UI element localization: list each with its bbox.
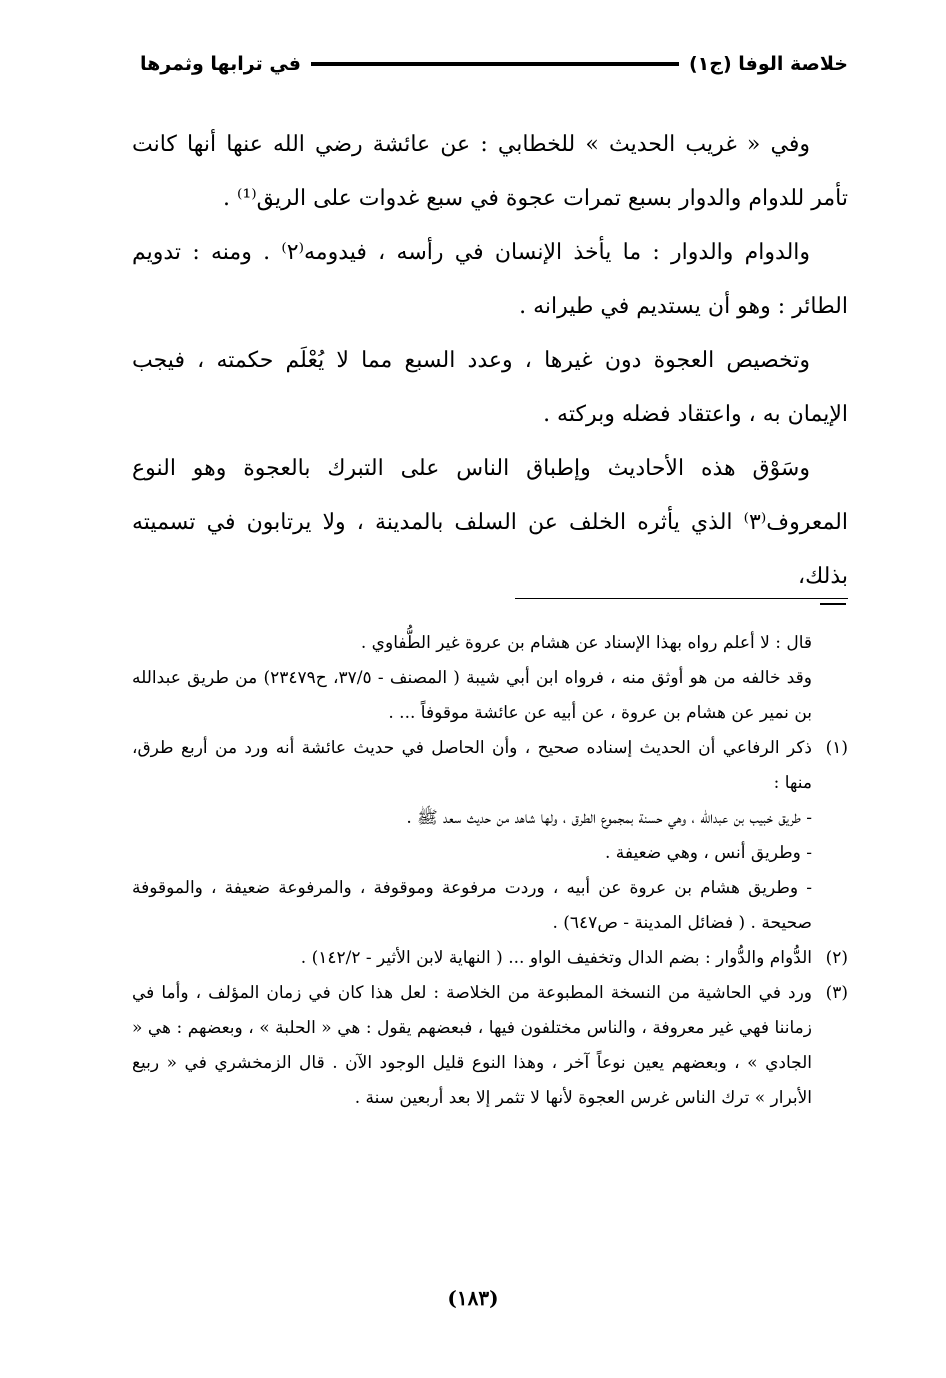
main-text [132, 118, 848, 604]
footnote-3 [132, 976, 848, 1116]
chapter-title: في ترابها وثمرها [140, 53, 301, 75]
book-title: خلاصة الوفا (ج١) [688, 53, 848, 75]
footnote-divider [515, 598, 848, 599]
footnote-carryover-line: قال : لا أعلم رواه بهذا الإسناد عن هشام بن عروة غير الطُّفاوي . [360, 633, 812, 653]
paragraph-2: والدوام والدوار : ما يأخذ الإنسان في رأسه ، فيدومه⁽٢⁾ . ومنه : تدويم الطائر : وهو أن يستديم في طيرانه . [132, 240, 848, 319]
footnote-line: الدُّوام والدُّوار : بضم الدال وتخفيف الواو ... ( النهاية لابن الأثير - ١٤٢/٢) . [300, 948, 812, 968]
header-rule [311, 62, 679, 66]
paragraph-4: وسَوْق هذه الأحاديث وإطباق الناس على التبرك بالعجوة وهو النوع المعروف⁽٣⁾ الذي يأثره الخلف عن السلف بالمدينة ، ولا يرتابون في تسميته بذلك، [132, 456, 848, 589]
footnote-number: (٣) [825, 983, 848, 1003]
paragraph-3: وتخصيص العجوة دون غيرها ، وعدد السبع مما لا يُعْلَم حكمته ، فيجب الإيمان به ، واعتقاد فضله وبركته . [132, 348, 848, 427]
footnote-number: (٢) [825, 948, 848, 968]
page-number: (١٨٣) [447, 1286, 499, 1310]
footnote-line: ورد في الحاشية من النسخة المطبوعة من الخلاصة : لعل هذا كان في زمان المؤلف ، وأما في زماننا فهي غير معروفة ، والناس مختلفون فيها ، فبعضهم يقول : هي « الحلبة » ، وبعضهم : هي « الجادي » ، وبعضهم يعين نوعاً آخر ، وهذا النوع قليل الوجود الآن . قال الزمخشري في « ربيع الأبرار » ترك الناس غرس العجوة لأنها لا تثمر إلا بعد أربعين سنة . [132, 983, 812, 1108]
paragraph-1: وفي « غريب الحديث » للخطابي : عن عائشة رضي الله عنها أنها كانت تأمر للدوام والدوار بسبع تمرات عجوة في سبع غدوات على الريق⁽¹⁾ . [132, 132, 848, 211]
running-header [140, 44, 848, 84]
footnote-line: - طريق خبيب بن عبدالله ، وهي حسنة بمجموع الطرق ، ولها شاهد من حديث سعد ﷺ . [406, 808, 812, 828]
footnote-line: ذكر الرفاعي أن الحديث إسناده صحيح ، وأن الحاصل في حديث عائشة أنه ورد من أربع طرق، منها : [132, 738, 812, 793]
footnote-line: - وطريق هشام بن عروة عن أبيه ، وردت مرفوعة وموقوفة ، والمرفوعة ضعيفة ، والموقوفة صحيحة . ( فضائل المدينة - ص٦٤٧) . [132, 878, 812, 933]
footnote-carryover-line: وقد خالفه من هو أوثق منه ، فرواه ابن أبي شيبة ( المصنف - ٣٧/٥، ح٢٣٤٧٩) من طريق عبدالله بن نمير عن هشام بن عروة ، عن أبيه عن عائشة موقوفاً ... . [132, 668, 812, 723]
footnote-2 [132, 941, 848, 976]
footnote-line: - وطريق أنس ، وهي ضعيفة . [604, 843, 812, 863]
footnote-number: (١) [825, 738, 848, 758]
footnotes [132, 626, 848, 1116]
footnote-1 [132, 731, 848, 941]
footnote-dash [820, 603, 846, 605]
